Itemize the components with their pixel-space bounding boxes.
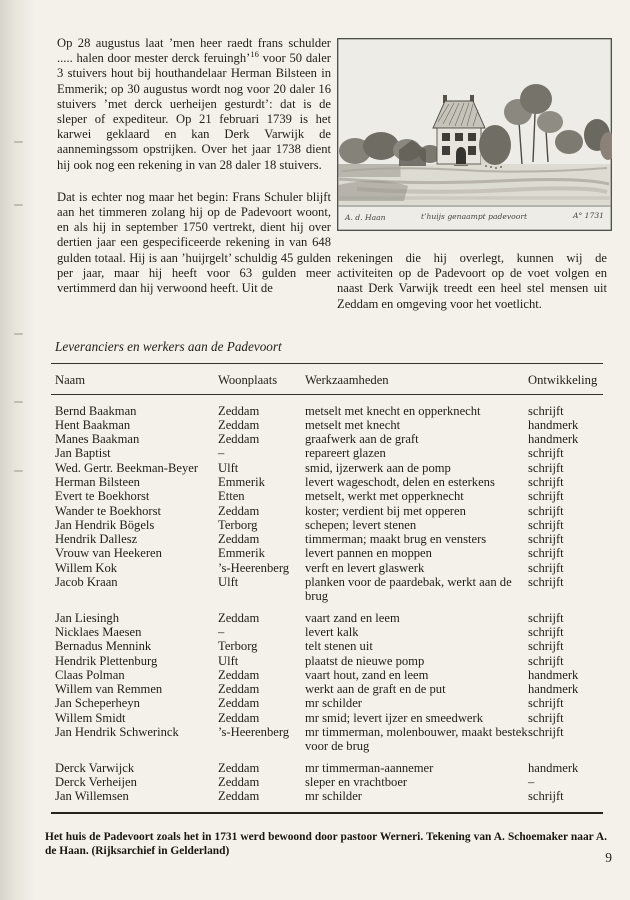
cell-werkzaamheden: vaart zand en leem: [305, 610, 400, 625]
photo-caption: Het huis de Padevoort zoals het in 1731 werd bewoond door pastoor Werneri. Tekening van A. Schoemaker naar A. de Haan. (Rijksarchief in Gelderland): [45, 831, 607, 857]
cell-werkzaamheden: metselt met knecht: [305, 417, 401, 432]
cell-woonplaats: Zeddam: [218, 696, 260, 711]
table-row: [51, 561, 603, 575]
cell-naam: Wed. Gertr. Beekman-Beyer: [55, 460, 199, 475]
table-row: [51, 446, 603, 460]
text-column-left: [57, 36, 331, 296]
padevoort-drawing-svg: [337, 38, 612, 231]
table-title: Leveranciers en werkers aan de Padevoort: [55, 339, 282, 354]
cell-naam: Evert te Boekhorst: [55, 489, 150, 504]
column-header-naam: Naam: [51, 364, 218, 394]
table-row: [51, 489, 603, 503]
paragraph-1-continued: voor 50 daler 3 stuivers hout bij houthandelaar Herman Bilsteen in Emmerik; op 30 augustus wordt nog voor 20 daler 16 stuivers ’met derck uerheijen gesturdt’: dat is de sleper of expediteur. Op 21 februari 1739 is het karwei geklaard en kan Derk Varwijk de aannemingssom opstrijken. Over het jaar 1738 dient hij ook nog een rekening in van 28 daler 18 stuivers.: [57, 51, 331, 172]
cell-naam: Vrouw van Heekeren: [55, 546, 162, 561]
cell-werkzaamheden: repareert glazen: [305, 446, 386, 461]
cell-ontwikkeling: schrijft: [528, 474, 564, 489]
table-row: [51, 789, 603, 803]
cell-ontwikkeling: schrijft: [528, 460, 564, 475]
table-row: [51, 461, 603, 475]
table-row: [51, 475, 603, 489]
cell-ontwikkeling: schrijft: [528, 532, 564, 547]
cell-werkzaamheden: telt stenen uit: [305, 639, 373, 654]
cell-naam: Manes Baakman: [55, 432, 140, 447]
cell-ontwikkeling: schrijft: [528, 503, 564, 518]
cell-woonplaats: Zeddam: [218, 503, 260, 518]
table-row: [51, 518, 603, 532]
cell-ontwikkeling: schrijft: [528, 489, 564, 504]
cell-werkzaamheden: mr timmerman, molenbouwer, maakt bestek voor de brug: [305, 725, 528, 754]
cell-naam: Jan Willemsen: [55, 789, 129, 804]
cell-woonplaats: Zeddam: [218, 774, 260, 789]
drawing-bush: [479, 125, 511, 165]
paragraph-1-text: Op 28 augustus laat ’men heer raedt frans schulder ..... halen door mester derck feruingh’: [57, 36, 331, 66]
cell-woonplaats: Ulft: [218, 575, 239, 590]
cell-naam: Herman Bilsteen: [55, 474, 140, 489]
cell-werkzaamheden: mr timmerman-aannemer: [305, 760, 434, 775]
cell-werkzaamheden: metselt met knecht en opperknecht: [305, 403, 481, 418]
cell-woonplaats: Zeddam: [218, 760, 260, 775]
cell-ontwikkeling: handmerk: [528, 667, 579, 682]
cell-naam: Jan Liesingh: [55, 610, 120, 625]
cell-ontwikkeling: handmerk: [528, 760, 579, 775]
page-number: 9: [605, 850, 612, 865]
cell-ontwikkeling: schrijft: [528, 546, 564, 561]
cell-naam: Jan Hendrik Schwerinck: [55, 725, 179, 740]
cell-werkzaamheden: metselt, werkt met opperknecht: [305, 489, 464, 504]
table-row: [51, 639, 603, 653]
page-left-edge: [0, 0, 36, 900]
cell-woonplaats: Zeddam: [218, 789, 260, 804]
cell-naam: Wander te Boekhorst: [55, 503, 162, 518]
cell-woonplaats: –: [218, 446, 225, 461]
cell-woonplaats: –: [218, 624, 225, 639]
text-column-right: [337, 251, 607, 312]
cell-werkzaamheden: sleper en vrachtboer: [305, 774, 408, 789]
table-body: [51, 394, 603, 804]
cell-woonplaats: Zeddam: [218, 667, 260, 682]
cell-naam: Jacob Kraan: [55, 575, 118, 590]
cell-ontwikkeling: handmerk: [528, 417, 579, 432]
table-row: [51, 682, 603, 696]
cell-naam: Derck Varwijck: [55, 760, 135, 775]
cell-ontwikkeling: schrijft: [528, 517, 564, 532]
cell-ontwikkeling: schrijft: [528, 725, 564, 740]
cell-ontwikkeling: schrijft: [528, 789, 564, 804]
drawing-year: A° 1731: [572, 211, 604, 220]
drawing-signature: A. d. Haan: [345, 213, 386, 222]
paragraph-1: [57, 36, 331, 173]
cell-naam: Bernadus Mennink: [55, 639, 152, 654]
column-header-ontwikkeling: Ontwikkeling: [528, 364, 603, 394]
cell-woonplaats: Zeddam: [218, 532, 260, 547]
cell-werkzaamheden: mr smid; levert ijzer en smeedwerk: [305, 710, 483, 725]
table-row: [51, 654, 603, 668]
cell-werkzaamheden: schepen; levert stenen: [305, 517, 417, 532]
cell-woonplaats: Zeddam: [218, 432, 260, 447]
cell-naam: Willem Smidt: [55, 710, 126, 725]
scan-mark: [14, 470, 23, 472]
table-row: [51, 546, 603, 560]
cell-naam: Claas Polman: [55, 667, 125, 682]
cell-woonplaats: Ulft: [218, 460, 239, 475]
cell-werkzaamheden: levert pannen en moppen: [305, 546, 432, 561]
footnote-marker: 16: [250, 49, 259, 60]
table-header-row: [51, 364, 603, 394]
cell-woonplaats: Etten: [218, 489, 245, 504]
table-row: [51, 761, 603, 775]
cell-naam: Jan Baptist: [55, 446, 111, 461]
cell-werkzaamheden: mr schilder: [305, 789, 363, 804]
cell-werkzaamheden: plaatst de nieuwe pomp: [305, 653, 425, 668]
cell-woonplaats: Zeddam: [218, 417, 260, 432]
table-row: [51, 611, 603, 625]
cell-ontwikkeling: schrijft: [528, 560, 564, 575]
scan-mark: [14, 204, 23, 206]
cell-werkzaamheden: timmerman; maakt brug en vensters: [305, 532, 487, 547]
table-bottom-rule: [51, 812, 603, 814]
column-header-werkzaamheden: Werkzaamheden: [305, 364, 528, 394]
cell-ontwikkeling: schrijft: [528, 575, 564, 590]
cell-werkzaamheden: vaart hout, zand en leem: [305, 667, 429, 682]
cell-werkzaamheden: verft en levert glaswerk: [305, 560, 425, 575]
suppliers-table: [51, 364, 603, 804]
cell-werkzaamheden: levert wageschodt, delen en esterkens: [305, 474, 495, 489]
suppliers-table-block: [51, 339, 603, 814]
cell-woonplaats: Emmerik: [218, 546, 265, 561]
cell-ontwikkeling: schrijft: [528, 403, 564, 418]
cell-ontwikkeling: schrijft: [528, 653, 564, 668]
table-row: [51, 504, 603, 518]
cell-werkzaamheden: smid, ijzerwerk aan de pomp: [305, 460, 451, 475]
column-header-woonplaats: Woonplaats: [218, 364, 305, 394]
cell-naam: Hent Baakman: [55, 417, 131, 432]
scan-mark: [14, 333, 23, 335]
cell-werkzaamheden: levert kalk: [305, 624, 359, 639]
table-row: [51, 575, 603, 611]
cell-naam: Hendrik Dallesz: [55, 532, 138, 547]
table-row: [51, 532, 603, 546]
table-row: [51, 775, 603, 789]
cell-ontwikkeling: schrijft: [528, 696, 564, 711]
cell-ontwikkeling: handmerk: [528, 432, 579, 447]
cell-woonplaats: Terborg: [218, 639, 258, 654]
drawing-inscription: t’huijs genaampt padevoort: [420, 212, 528, 221]
cell-naam: Willem van Remmen: [55, 682, 163, 697]
table-row: [51, 394, 603, 418]
cell-woonplaats: Ulft: [218, 653, 239, 668]
cell-werkzaamheden: werkt aan de graft en de put: [305, 682, 446, 697]
cell-ontwikkeling: schrijft: [528, 624, 564, 639]
cell-woonplaats: Zeddam: [218, 403, 260, 418]
padevoort-drawing: [337, 38, 612, 231]
cell-werkzaamheden: graafwerk aan de graft: [305, 432, 419, 447]
cell-naam: Hendrik Plettenburg: [55, 653, 158, 668]
paragraph-2: Dat is echter nog maar het begin: Frans Schuler blijft aan het timmeren zolang hij op de Padevoort woont, en als hij in september 1750 vertrekt, dient hij over dertien jaar een gespecificeerde rekening in van 648 gulden totaal. Hij is aan ’huijrgelt’ schuldig 45 gulden per jaar, maar hij heeft voor 63 gulden meer vertimmerd dan hij verwoond heeft. Uit de: [57, 189, 331, 296]
cell-ontwikkeling: schrijft: [528, 446, 564, 461]
cell-naam: Jan Hendrik Bögels: [55, 517, 155, 532]
cell-ontwikkeling: –: [528, 774, 535, 789]
cell-woonplaats: Zeddam: [218, 710, 260, 725]
cell-woonplaats: Zeddam: [218, 682, 260, 697]
cell-woonplaats: ’s-Heerenberg: [218, 560, 290, 575]
table-row: [51, 418, 603, 432]
cell-woonplaats: Terborg: [218, 517, 258, 532]
cell-naam: Bernd Baakman: [55, 403, 137, 418]
table-row: [51, 668, 603, 682]
cell-woonplaats: ’s-Heerenberg: [218, 725, 290, 740]
cell-werkzaamheden: mr schilder: [305, 696, 363, 711]
scan-mark: [14, 401, 23, 403]
cell-naam: Willem Kok: [55, 560, 118, 575]
paragraph-3: rekeningen die hij overlegt, kunnen wij de activiteiten op de Padevoort op de voet volgen en naast Derk Varwijk treedt een heel stel mensen uit Zeddam en omgeving voor het voetlicht.: [337, 251, 607, 311]
cell-woonplaats: Zeddam: [218, 610, 260, 625]
cell-naam: Nicklaes Maesen: [55, 624, 142, 639]
cell-naam: Derck Verheijen: [55, 774, 137, 789]
table-row: [51, 711, 603, 725]
cell-werkzaamheden: planken voor de paardebak, werkt aan de brug: [305, 575, 512, 604]
cell-woonplaats: Emmerik: [218, 474, 265, 489]
table-row: [51, 432, 603, 446]
table-row: [51, 625, 603, 639]
cell-ontwikkeling: schrijft: [528, 710, 564, 725]
cell-naam: Jan Scheperheyn: [55, 696, 140, 711]
cell-ontwikkeling: handmerk: [528, 682, 579, 697]
cell-ontwikkeling: schrijft: [528, 639, 564, 654]
cell-werkzaamheden: koster; verdient bij met opperen: [305, 503, 466, 518]
table-row: [51, 725, 603, 761]
scan-mark: [14, 141, 23, 143]
cell-ontwikkeling: schrijft: [528, 610, 564, 625]
table-row: [51, 696, 603, 710]
